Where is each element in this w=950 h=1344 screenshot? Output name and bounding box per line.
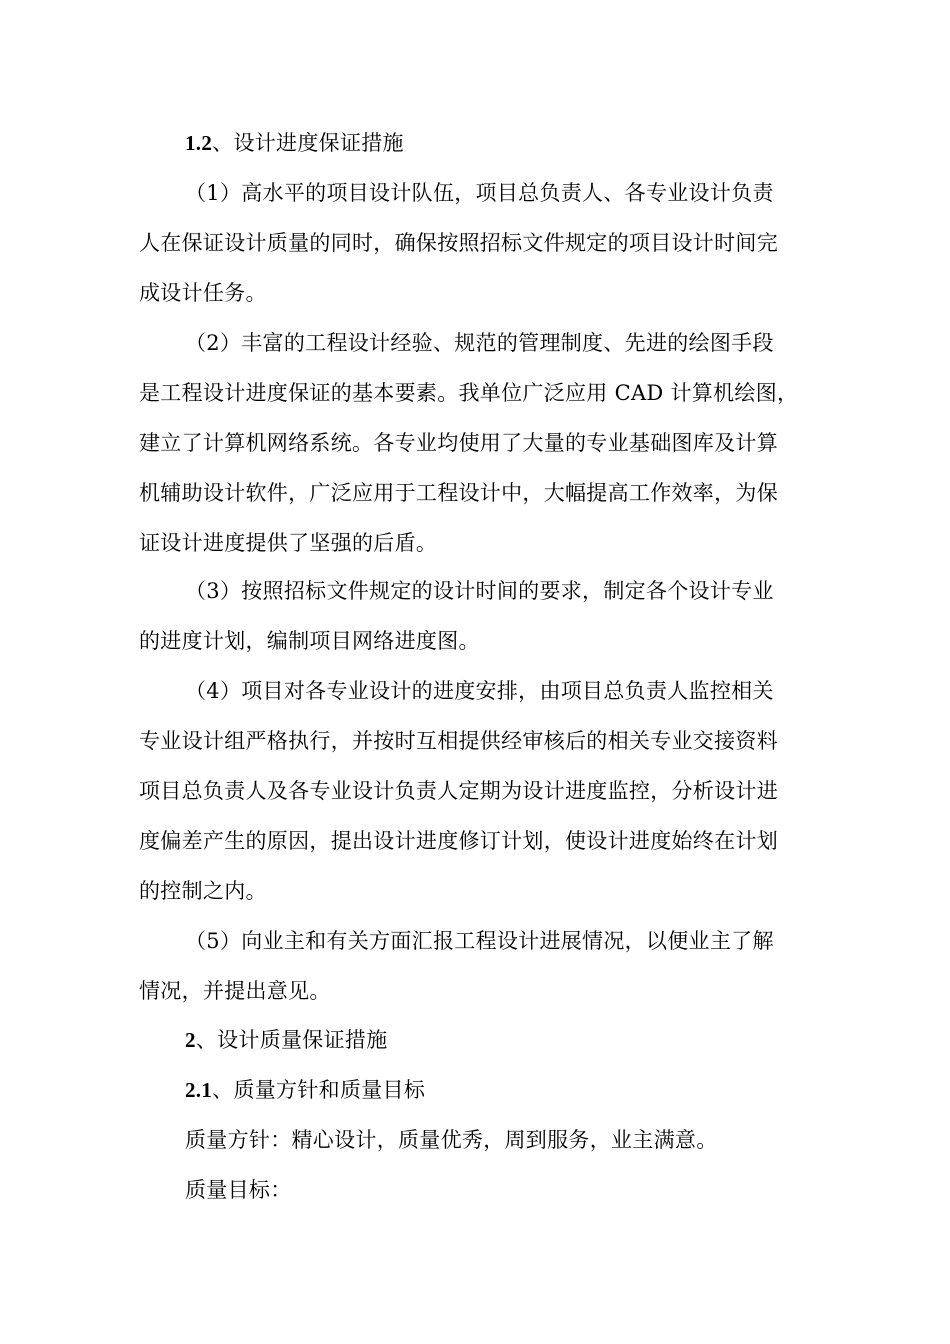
section-title: 、质量方针和质量目标 bbox=[212, 1078, 426, 1102]
quality-policy: 质量方针：精心设计，质量优秀，周到服务，业主满意。 bbox=[185, 1128, 718, 1152]
section-heading-1-2 bbox=[185, 130, 404, 156]
paragraph-line: （4）项目对各专业设计的进度安排，由项目总负责人监控相关 bbox=[185, 679, 774, 703]
paragraph-line: 是工程设计进度保证的基本要素。我单位广泛应用 CAD 计算机绘图， bbox=[139, 381, 799, 405]
paragraph-line: 人在保证设计质量的同时，确保按照招标文件规定的项目设计时间完 bbox=[139, 231, 778, 255]
section-heading-2-1 bbox=[185, 1077, 425, 1103]
paragraph-line: 情况，并提出意见。 bbox=[139, 979, 331, 1003]
paragraph-line: 成设计任务。 bbox=[139, 281, 267, 305]
section-title: 、设计质量保证措施 bbox=[195, 1028, 388, 1052]
paragraph-line: 度偏差产生的原因，提出设计进度修订计划，使设计进度始终在计划 bbox=[139, 829, 778, 853]
paragraph-line: 证设计进度提供了坚强的后盾。 bbox=[139, 531, 438, 555]
section-heading-2 bbox=[185, 1027, 388, 1053]
paragraph-line: 建立了计算机网络系统。各专业均使用了大量的专业基础图库及计算 bbox=[139, 431, 778, 455]
paragraph-line: （1）高水平的项目设计队伍，项目总负责人、各专业设计负责 bbox=[185, 181, 774, 205]
section-title: 、设计进度保证措施 bbox=[212, 131, 404, 155]
paragraph-line: 项目总负责人及各专业设计负责人定期为设计进度监控，分析设计进 bbox=[139, 779, 778, 803]
paragraph-line: 的进度计划，编制项目网络进度图。 bbox=[139, 629, 480, 653]
paragraph-line: （5）向业主和有关方面汇报工程设计进展情况，以便业主了解 bbox=[185, 929, 774, 953]
paragraph-line: （2）丰富的工程设计经验、规范的管理制度、先进的绘图手段 bbox=[185, 331, 774, 355]
paragraph-line: 机辅助设计软件，广泛应用于工程设计中，大幅提高工作效率，为保 bbox=[139, 481, 778, 505]
quality-target: 质量目标： bbox=[185, 1178, 292, 1202]
section-number: 1.2 bbox=[185, 131, 213, 155]
section-number: 2 bbox=[185, 1028, 196, 1052]
paragraph-line: 的控制之内。 bbox=[139, 879, 267, 903]
section-number: 2.1 bbox=[185, 1078, 213, 1102]
paragraph-line: 专业设计组严格执行，并按时互相提供经审核后的相关专业交接资料 bbox=[139, 729, 778, 753]
paragraph-line: （3）按照招标文件规定的设计时间的要求，制定各个设计专业 bbox=[185, 579, 774, 603]
